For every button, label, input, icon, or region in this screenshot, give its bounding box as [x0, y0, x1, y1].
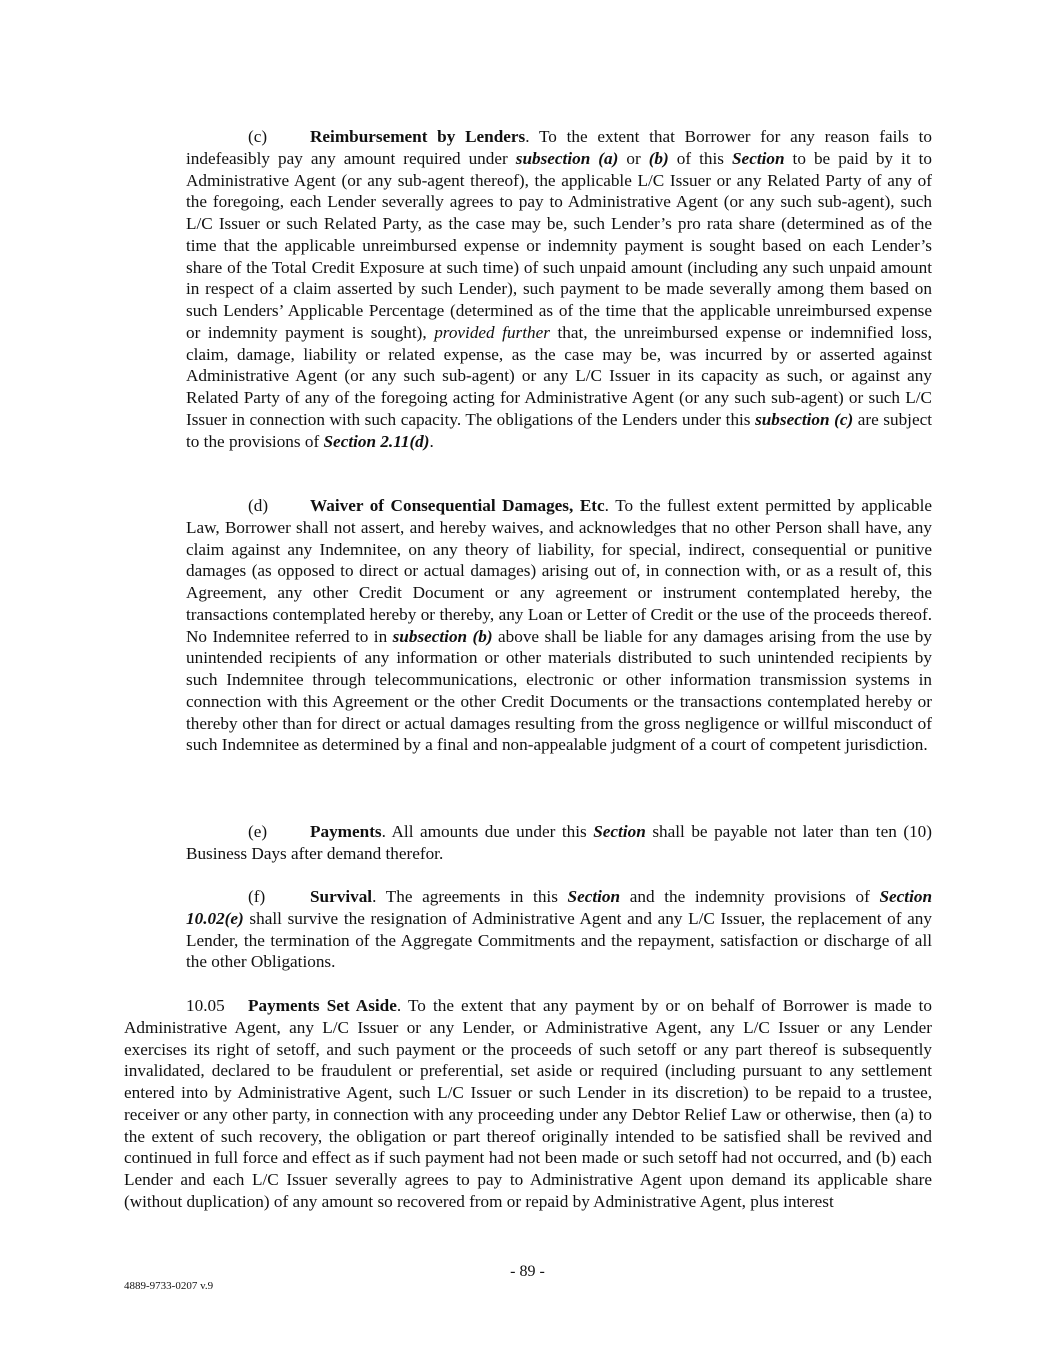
section-d-label: (d): [248, 496, 269, 515]
section-c-paragraph: (c) Reimbursement by Lenders. To the extent that Borrower for any reason fails to indefeasibly pay any amount required under subsection (a) or (b) of this Section to be paid by it to Administrative Agent (or any sub-agent thereof), the applicable L/C Issuer or any Related Party of any of the foregoing, each Lender severally agrees to pay to Administrative Agent (or any such sub-agent), such L/C Issuer or such Related Party, as the case may be, such Lender’s pro rata share (determined as of the time that the applicable unreimbursed expense or indemnity payment is sought based on each Lender’s share of the Total Credit Exposure at such time) of such unpaid amount (including any such unpaid amount in respect of a claim asserted by such Lender), such payment to be made severally among them based on such Lenders’ Applicable Percentage (determined as of the time that the applicable unreimbursed expense or indemnity payment is sought), provided further that, the unreimbursed expense or indemnified loss, claim, damage, liability or related expense, as the case may be, was incurred by or asserted against Administrative Agent (or any such sub-agent) or any L/C Issuer in its capacity as such, or against any Related Party of any of the foregoing acting for Administrative Agent (or any such sub-agent) or such L/C Issuer in connection with such capacity. The obligations of the Lenders under this subsection (c) are subject to the provisions of Section 2.11(d).: [186, 127, 932, 451]
cross-reference: subsection (b): [392, 626, 493, 646]
section-e-label: (e): [248, 822, 268, 841]
document-id: 4889-9733-0207 v.9: [124, 1280, 214, 1292]
section-f-paragraph: (f) Survival. The agreements in this Section and the indemnity provisions of Section 10.02(e) shall survive the resignation of Administrative Agent and any L/C Issuer, the replacement of any Lender, the termination of the Aggregate Commitments and the repayment, satisfaction or discharge of all the other Obligations.: [186, 887, 933, 972]
cross-reference: subsection (a): [515, 148, 619, 168]
section-10-05-heading: Payments Set Aside: [248, 996, 397, 1015]
section-f-label: (f): [248, 887, 266, 906]
section-10-05-label: 10.05: [186, 996, 225, 1015]
section-c-label: (c): [248, 127, 268, 146]
cross-reference: subsection (c): [755, 409, 854, 429]
section-c-heading: Reimbursement by Lenders: [310, 127, 526, 146]
section-f-heading: Survival: [310, 887, 373, 906]
cross-reference: Section 2.11(d): [323, 431, 430, 451]
cross-reference: (b): [648, 148, 669, 168]
section-10-05-paragraph: 10.05 Payments Set Aside. To the extent that any payment by or on behalf of Borrower is made to Administrative Agent, any L/C Issuer or any Lender, or Administrative Agent, any L/C Issuer or any Lender exercises its right of setoff, and such payment or the proceeds of such setoff or any part thereof is subsequently invalidated, declared to be fraudulent or preferential, set aside or required (including pursuant to any settlement entered into by Administrative Agent, such L/C Issuer or such Lender in its discretion) to be repaid to a trustee, receiver or any other party, in connection with any proceeding under any Debtor Relief Law or otherwise, then (a) to the extent of such recovery, the obligation or part thereof originally intended to be satisfied shall be revived and continued in full force and effect as if such payment had not been made or such setoff had not occurred, and (b) each Lender and each L/C Issuer severally agrees to pay to Administrative Agent upon demand its applicable share (without duplication) of any amount so recovered from or repaid by Administrative Agent, plus interest: [124, 996, 932, 1211]
section-e-heading: Payments: [310, 822, 382, 841]
page-number: - 89 -: [510, 1263, 545, 1280]
cross-reference: Section: [567, 887, 621, 906]
proviso-term: provided further: [434, 322, 550, 342]
section-d-paragraph: (d) Waiver of Consequential Damages, Etc. To the fullest extent permitted by applicable Law, Borrower shall not assert, and hereby waives, and acknowledges that no other Person shall have, any claim against any Indemnitee, on any theory of liability, for special, indirect, consequential or punitive damages (as opposed to direct or actual damages) arising out of, in connection with, or as a result of, this Agreement, any other Credit Document or any agreement or instrument contemplated hereby, the transactions contemplated hereby or thereby, any Loan or Letter of Credit or the use of the proceeds thereof. No Indemnitee referred to in subsection (b) above shall be liable for any damages arising from the use by unintended recipients of any information or other materials distributed to such unintended recipients by such Indemnitee through telecommunications, electronic or other information transmission systems in connection with this Agreement or the other Credit Documents or the transactions contemplated hereby or thereby other than for direct or actual damages resulting from the gross negligence or willful misconduct of such Indemnitee as determined by a final and non-appealable judgment of a court of competent jurisdiction.: [186, 496, 932, 755]
cross-reference: Section 10.02(e): [186, 887, 933, 928]
section-e-paragraph: (e) Payments. All amounts due under this Section shall be payable not later than ten (10) Business Days after demand therefor.: [186, 822, 932, 863]
section-d-heading: Waiver of Consequential Damages, Etc: [310, 496, 605, 515]
cross-reference: Section: [732, 148, 785, 168]
cross-reference: Section: [593, 822, 646, 841]
